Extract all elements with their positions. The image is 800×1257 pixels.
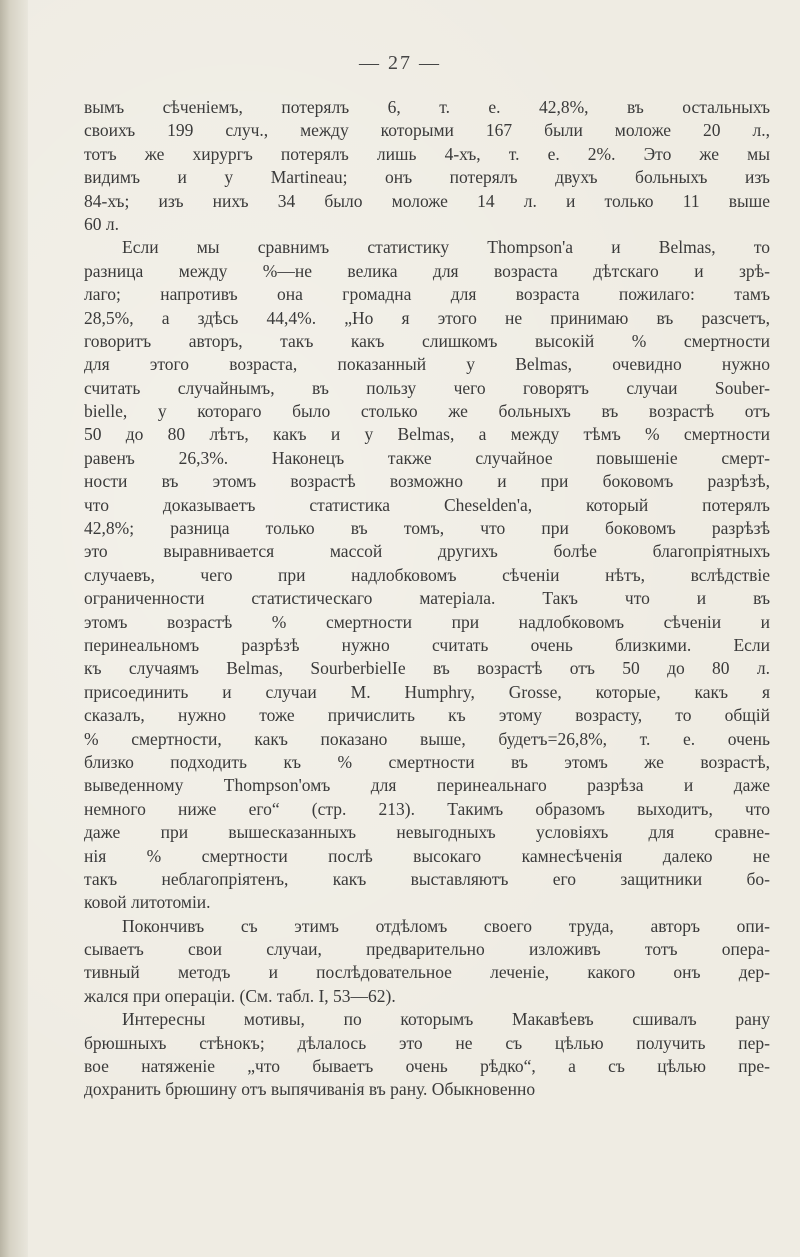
text-line: Если мы сравнимъ статистику Thompson'а и Belmas, то xyxy=(122,237,770,258)
text-line: дохранить брюшину отъ выпячиванія въ рану. Обыкновенно xyxy=(84,1079,536,1100)
paragraph xyxy=(84,236,770,914)
text-line: ковой литотоміи. xyxy=(84,892,211,913)
text-line: тивный методъ и послѣдовательное леченіе, какого онъ дер- xyxy=(84,962,770,983)
text-line: ности въ этомъ возрастѣ возможно и при боковомъ разрѣзѣ, xyxy=(84,471,770,492)
text-line: выведенному Thompson'омъ для перинеальнаго разрѣза и даже xyxy=(84,775,770,796)
text-line: для этого возраста, показанный у Belmas, очевидно нужно xyxy=(84,354,770,375)
text-line: тотъ же хирургъ потерялъ лишь 4-хъ, т. е. 2%. Это же мы xyxy=(84,143,770,164)
text-line: 50 до 80 лѣтъ, какъ и у Belmas, а между тѣмъ % смертности xyxy=(84,424,770,445)
text-line: разница между %—не велика для возраста дѣтскаго и зрѣ- xyxy=(84,260,770,281)
page-gutter-shadow xyxy=(0,0,28,1257)
text-line: немного ниже его“ (стр. 213). Такимъ образомъ выходитъ, что xyxy=(84,798,770,819)
text-line: 42,8%; разница только въ томъ, что при боковомъ разрѣзѣ xyxy=(84,518,770,539)
text-line: такъ неблагопріятенъ, какъ выставляютъ его защитники бо- xyxy=(84,868,770,889)
text-line: % смертности, какъ показано выше, будетъ=26,8%, т. е. очень xyxy=(84,728,770,749)
text-line: вое натяженіе „что бываетъ очень рѣдко“, а съ цѣлью пре- xyxy=(84,1056,770,1077)
text-line: своихъ 199 случ., между которыми 167 были моложе 20 л., xyxy=(84,120,770,141)
text-line: вымъ сѣченіемъ, потерялъ 6, т. е. 42,8%, въ остальныхъ xyxy=(84,97,770,117)
body-text xyxy=(84,96,770,1102)
text-line: bielle, у котораго было столько же больныхъ въ возрастѣ отъ xyxy=(84,401,770,422)
text-line: равенъ 26,3%. Наконецъ также случайное повышеніе смерт- xyxy=(84,447,770,468)
text-line: сываетъ свои случаи, предварительно изложивъ тотъ опера- xyxy=(84,939,770,960)
paragraph xyxy=(84,1008,770,1102)
text-line: брюшныхъ стѣнокъ; дѣлалось это не съ цѣлью получить пер- xyxy=(84,1032,770,1053)
text-line: сказалъ, нужно тоже причислить къ этому возрасту, то общій xyxy=(84,705,770,726)
page-number: — 27 — xyxy=(359,52,441,74)
text-line: лаго; напротивъ она громадна для возраста пожилаго: тамъ xyxy=(84,284,770,305)
text-line: видимъ и у Martineau; онъ потерялъ двухъ больныхъ изъ xyxy=(84,167,770,188)
text-line: говоритъ авторъ, такъ какъ слишкомъ высокій % смертности xyxy=(84,330,770,351)
text-line: 28,5%, а здѣсь 44,4%. „Но я этого не принимаю въ разсчетъ, xyxy=(84,307,770,328)
paragraph xyxy=(84,96,770,236)
text-line: это выравнивается массой другихъ болѣе благопріятныхъ xyxy=(84,541,770,562)
text-line: случаевъ, чего при надлобковомъ сѣченіи нѣтъ, вслѣдствіе xyxy=(84,564,770,585)
text-line: даже при вышесказанныхъ невыгодныхъ условіяхъ для сравне- xyxy=(84,822,770,843)
text-line: что доказываетъ статистика Cheselden'а, который потерялъ xyxy=(84,494,770,515)
text-line: ограниченности статистическаго матеріала. Такъ что и въ xyxy=(84,588,770,609)
text-line: къ случаямъ Belmas, SourberbielIe въ возрастѣ отъ 50 до 80 л. xyxy=(84,658,770,679)
text-line: этомъ возрастѣ % смертности при надлобковомъ сѣченіи и xyxy=(84,611,770,632)
text-line: Интересны мотивы, по которымъ Макавѣевъ сшивалъ рану xyxy=(122,1009,770,1030)
text-line: считать случайнымъ, въ пользу чего говорятъ случаи Souber- xyxy=(84,377,770,398)
text-line: присоединить и случаи M. Humphry, Grosse, которые, какъ я xyxy=(84,681,770,702)
text-line: 60 л. xyxy=(84,213,119,234)
text-line: жался при операціи. (См. табл. I, 53—62). xyxy=(84,985,396,1006)
text-line: близко подходить къ % смертности въ этомъ же возрастѣ, xyxy=(84,751,770,772)
text-line: Покончивъ съ этимъ отдѣломъ своего труда, авторъ опи- xyxy=(122,915,770,936)
text-line: нія % смертности послѣ высокаго камнесѣченія далеко не xyxy=(84,845,770,866)
paragraph xyxy=(84,915,770,1009)
text-line: 84-хъ; изъ нихъ 34 было моложе 14 л. и только 11 выше xyxy=(84,190,770,211)
text-line: перинеальномъ разрѣзѣ нужно считать очень близкими. Если xyxy=(84,634,770,655)
